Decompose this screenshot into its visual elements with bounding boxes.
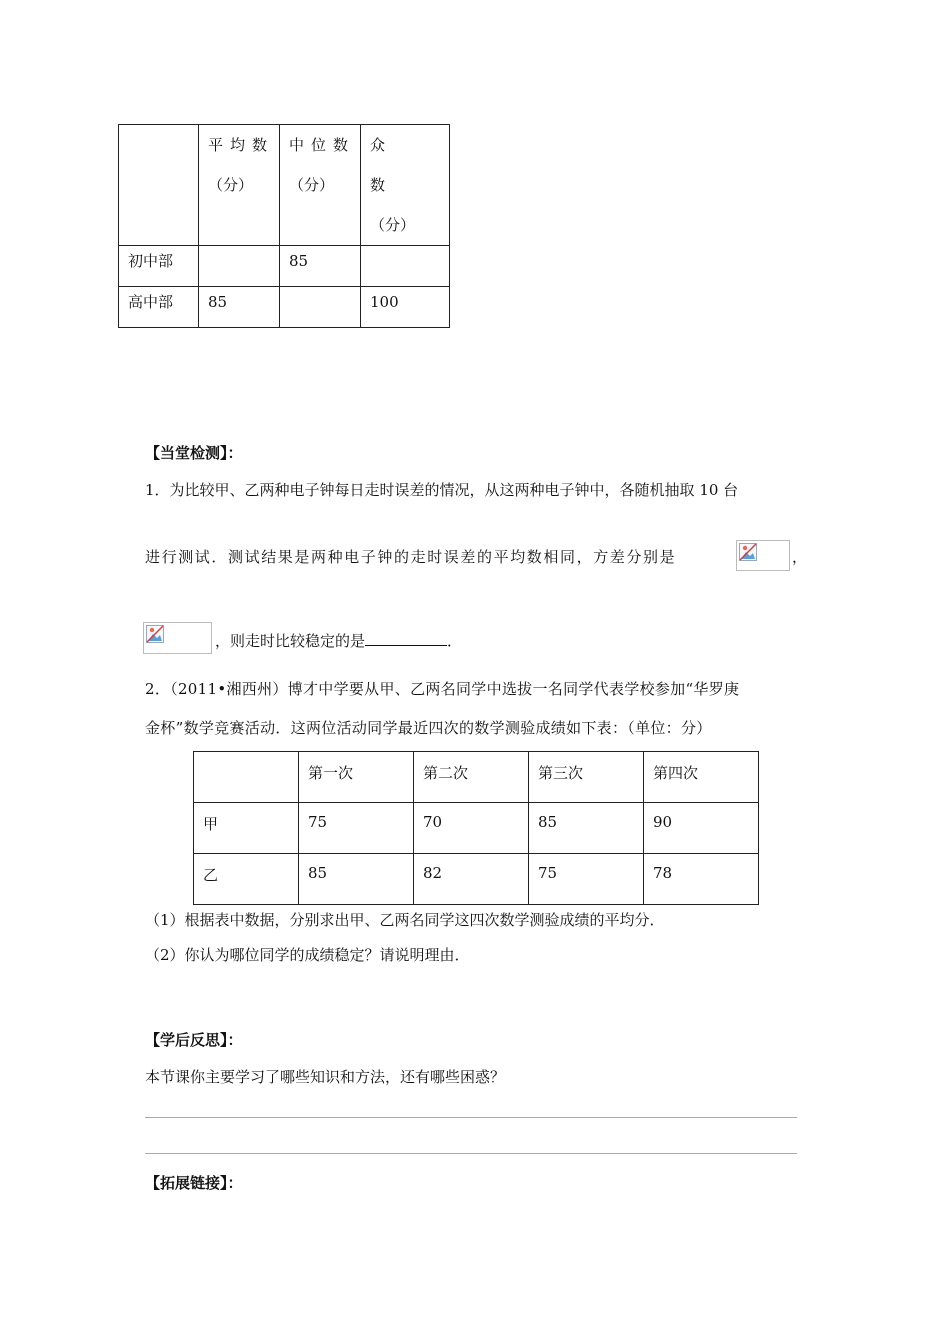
q1-line2-end: ， bbox=[792, 548, 808, 566]
broken-image-icon bbox=[739, 543, 757, 561]
reflect-prompt: 本节课你主要学习了哪些知识和方法，还有哪些困惑？ bbox=[145, 1068, 506, 1086]
section-extend-heading: 【拓展链接】： bbox=[145, 1174, 243, 1192]
header-cell: 第三次 bbox=[529, 752, 644, 803]
cell-median bbox=[280, 287, 361, 328]
cell-mode bbox=[361, 246, 450, 287]
table-cell: 78 bbox=[644, 854, 759, 905]
row-label: 乙 bbox=[194, 854, 299, 905]
section-check-heading: 【当堂检测】： bbox=[145, 444, 243, 462]
answer-blank[interactable] bbox=[365, 631, 447, 646]
header-cell: 第四次 bbox=[644, 752, 759, 803]
table-cell: 90 bbox=[644, 803, 759, 854]
table-row bbox=[194, 854, 759, 905]
table-cell: 85 bbox=[529, 803, 644, 854]
broken-image-icon bbox=[146, 625, 164, 643]
table-cell: 75 bbox=[529, 854, 644, 905]
table-cell: 75 bbox=[299, 803, 414, 854]
stats-table bbox=[118, 124, 450, 328]
header-mode: 众数 （分） bbox=[361, 125, 450, 246]
answer-line[interactable] bbox=[145, 1153, 797, 1154]
cell-mean bbox=[199, 246, 280, 287]
row-label: 初中部 bbox=[119, 246, 199, 287]
cell-mode: 100 bbox=[361, 287, 450, 328]
q1-line1: 1．为比较甲、乙两种电子钟每日走时误差的情况，从这两种电子钟中，各随机抽取 10 台 bbox=[145, 481, 739, 499]
table-row bbox=[194, 803, 759, 854]
cell-median: 85 bbox=[280, 246, 361, 287]
table-corner-cell bbox=[194, 752, 299, 803]
table-header-row bbox=[194, 752, 759, 803]
q1-line2: 进行测试．测试结果是两种电子钟的走时误差的平均数相同，方差分别是 bbox=[145, 548, 677, 566]
section-reflect-heading: 【学后反思】： bbox=[145, 1031, 243, 1049]
header-cell: 第一次 bbox=[299, 752, 414, 803]
row-label: 高中部 bbox=[119, 287, 199, 328]
table-cell: 82 bbox=[414, 854, 529, 905]
table-cell: 85 bbox=[299, 854, 414, 905]
table-row bbox=[119, 246, 450, 287]
q2-sub2: （2）你认为哪位同学的成绩稳定？请说明理由． bbox=[145, 946, 470, 964]
table-corner-cell bbox=[119, 125, 199, 246]
table-cell: 70 bbox=[414, 803, 529, 854]
q2-sub1: （1）根据表中数据，分别求出甲、乙两名同学这四次数学测验成绩的平均分． bbox=[145, 911, 665, 929]
variance-image-1 bbox=[736, 540, 790, 571]
scores-table bbox=[193, 751, 759, 905]
table-row bbox=[119, 287, 450, 328]
answer-line[interactable] bbox=[145, 1117, 797, 1118]
q1-line3: ，则走时比较稳定的是 ． bbox=[215, 632, 463, 650]
variance-image-2 bbox=[143, 622, 212, 654]
cell-mean: 85 bbox=[199, 287, 280, 328]
q2-line2: 金杯”数学竞赛活动．这两位活动同学最近四次的数学测验成绩如下表：（单位：分） bbox=[145, 719, 712, 737]
q2-line1: 2．（2011•湘西州）博才中学要从甲、乙两名同学中选拔一名同学代表学校参加“华罗庚 bbox=[145, 680, 740, 698]
header-median: 中位数 （分） bbox=[280, 125, 361, 246]
header-mean: 平均数 （分） bbox=[199, 125, 280, 246]
header-cell: 第二次 bbox=[414, 752, 529, 803]
row-label: 甲 bbox=[194, 803, 299, 854]
